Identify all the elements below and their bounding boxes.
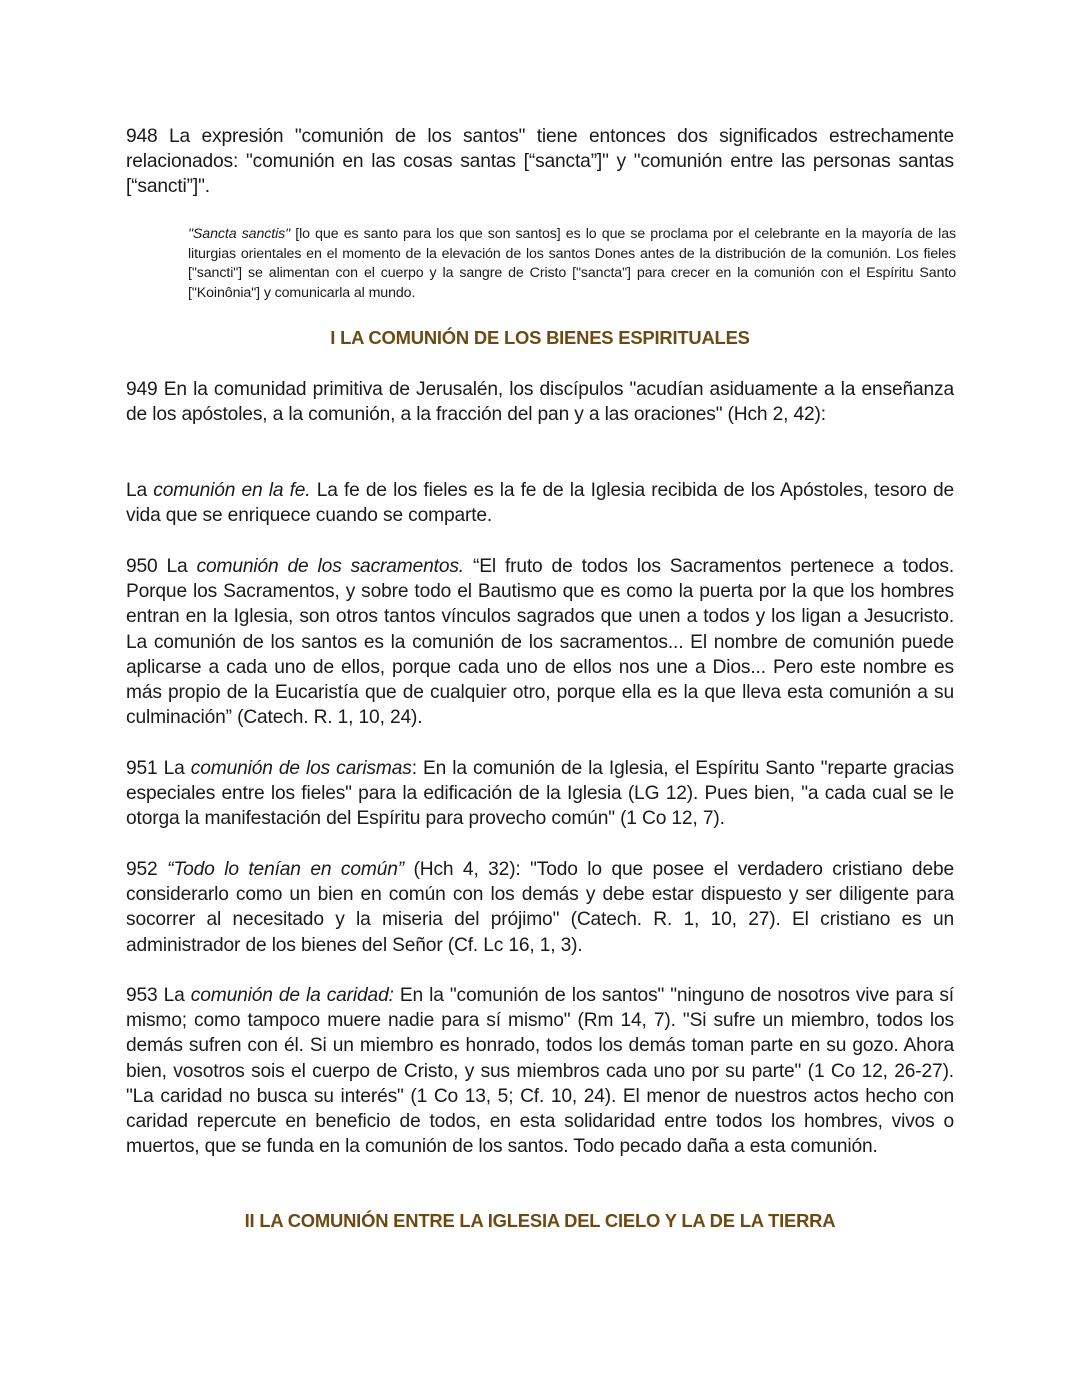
paragraph-italic-term: “Todo lo tenían en común” [167, 859, 404, 880]
paragraph-text: En la "comunión de los santos" "ninguno de nosotros vive para sí mismo; como tampoco muere nadie para sí mismo" (Rm 14, 7). "Si sufre un miembro, todos los demás sufren con él. Si un miembro es honrado, todos los demás toman parte en su gozo. Ahora bien, vosotros sois el cuerpo de Cristo, y sus miembros cada uno por su parte" (1 Co 12, 26-27). "La caridad no busca su interés" (1 Co 13, 5; Cf. 10, 24). El menor de nuestros actos hecho con caridad repercute en beneficio de todos, en esta solidaridad entre todos los hombres, vivos o muertos, que se funda en la comunión de los santos. Todo pecado daña a esta comunión. [126, 985, 954, 1158]
paragraph-948-text: 948 La expresión "comunión de los santos" tiene entonces dos significados estrechamente relacionados: "comunión en las cosas santas [“sancta”]" y "comunión entre las personas santas [“sancti”]". [126, 126, 954, 198]
paragraph-lead: 952 [126, 859, 168, 880]
paragraph-text: “El fruto de todos los Sacramentos pertenece a todos. Porque los Sacramentos, y sobre todo el Bautismo que es como la puerta por la que los hombres entran en la Iglesia, son otros tantos vínculos sagrados que unen a todos y los ligan a Jesucristo. La comunión de los santos es la comunión de los sacramentos... El nombre de comunión puede aplicarse a cada uno de ellos, porque cada uno de ellos nos une a Dios... Pero este nombre es más propio de la Eucaristía que de cualquier otro, porque ella es la que lleva esta comunión a su culminación” (Catech. R. 1, 10, 24). [126, 556, 955, 729]
paragraph-italic-term: comunión de la caridad: [190, 985, 394, 1006]
paragraph-953 [126, 983, 954, 1159]
section-heading-1: I LA COMUNIÓN DE LOS BIENES ESPIRITUALES [330, 327, 750, 348]
paragraph-952 [126, 857, 954, 958]
quote-italic-lead: "Sancta sanctis" [188, 226, 291, 242]
paragraph-text: (Hch 4, 32): "Todo lo que posee el verdadero cristiano debe considerarlo como un bien en común con los demás y debe estar dispuesto y ser diligente para socorrer al necesitado y la miseria del prójimo" (Catech. R. 1, 10, 27). El cristiano es un administrador de los bienes del Señor (Cf. Lc 16, 1, 3). [126, 859, 955, 956]
paragraph-lead: 950 La [126, 556, 197, 577]
paragraph-text: : En la comunión de la Iglesia, el Espíritu Santo "reparte gracias especiales entre los fieles" para la edificación de la Iglesia (LG 12). Pues bien, "a cada cual se le otorga la manifestación del Espíritu para provecho común" (1 Co 12, 7). [126, 758, 955, 830]
paragraph-951 [126, 756, 954, 832]
paragraph-italic-term: comunión de los sacramentos. [196, 556, 464, 577]
paragraph-949-text: 949 En la comunidad primitiva de Jerusalén, los discípulos "acudían asiduamente a la enseñanza de los apóstoles, a la comunión, a la fracción del pan y a las oraciones" (Hch 2, 42): [126, 379, 954, 426]
quote-sancta-sanctis [188, 225, 956, 303]
paragraph-948 [126, 124, 954, 200]
section-heading-2: II LA COMUNIÓN ENTRE LA IGLESIA DEL CIELO Y LA DE LA TIERRA [244, 1210, 836, 1231]
paragraph-italic-term: comunión en la fe. [153, 480, 311, 501]
paragraph-950 [126, 554, 954, 730]
paragraph-lead: 951 La [126, 758, 191, 779]
paragraph-text: La fe de los fieles es la fe de la Iglesia recibida de los Apóstoles, tesoro de vida que se enriquece cuando se comparte. [126, 480, 954, 527]
quote-text: [lo que es santo para los que son santos] es lo que se proclama por el celebrante en la mayoría de las liturgias orientales en el momento de la elevación de los santos Dones antes de la distribución de la comunión. Los fieles ["sancti"] se alimentan con el cuerpo y la sangre de Cristo ["sancta"] para crecer en la comunión con el Espíritu Santo ["Koinônia"] y comunicarla al mundo. [188, 226, 956, 301]
paragraph-lead: 953 La [126, 985, 191, 1006]
paragraph-lead: La [126, 480, 154, 501]
paragraph-italic-term: comunión de los carismas [190, 758, 412, 779]
paragraph-comunion-fe [126, 478, 954, 528]
paragraph-949 [126, 377, 954, 427]
